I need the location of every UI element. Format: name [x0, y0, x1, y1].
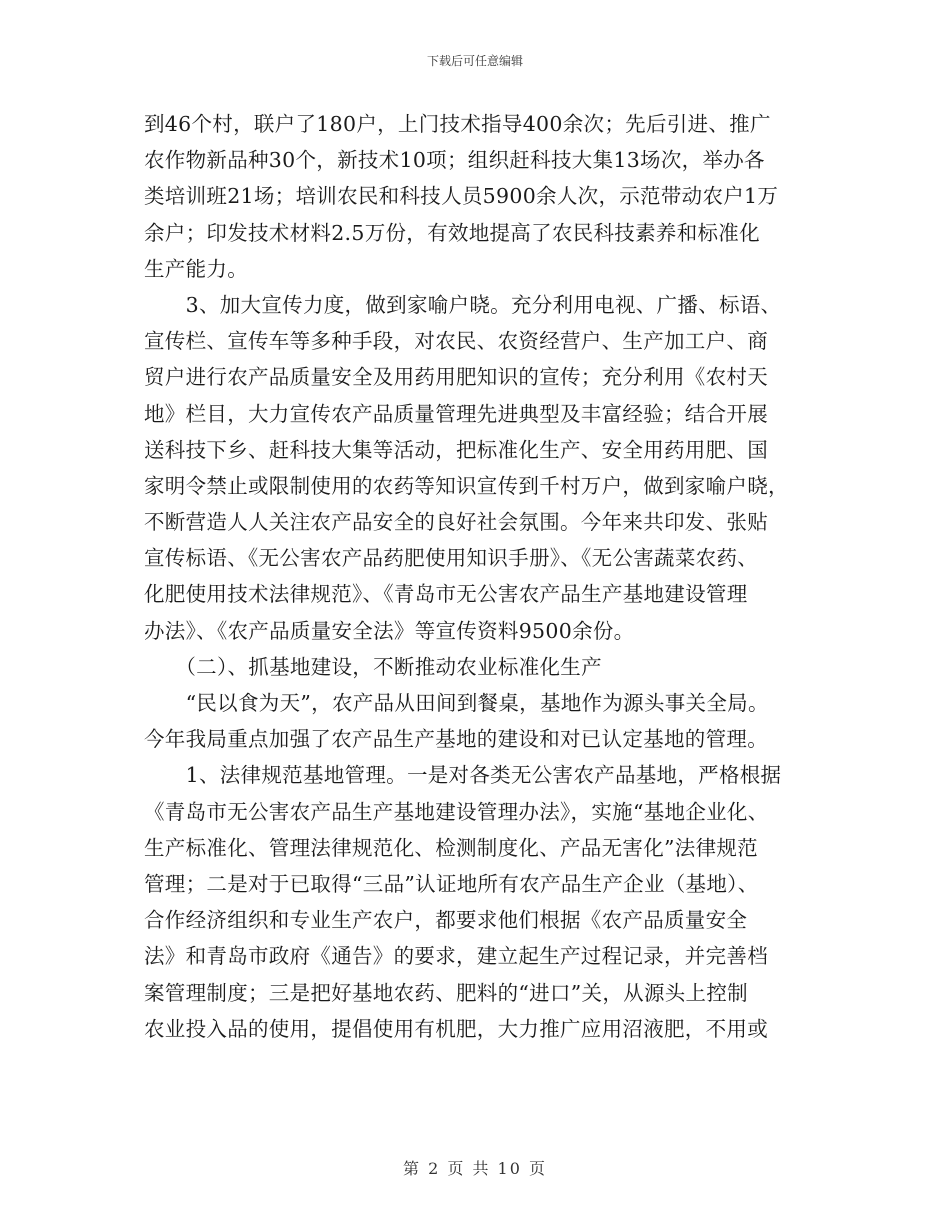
text-line: 管理；二是对于已取得“三品”认证地所有农产品生产企业（基地）、 — [144, 871, 759, 896]
text-line: 生产能力。 — [144, 256, 248, 281]
page-number: 第 2 页 共 10 页 — [403, 1159, 547, 1178]
text-line: 3、加大宣传力度，做到家喻户晓。充分利用电视、广播、标语、 — [144, 292, 782, 317]
text-line: 到46个村，联户了180户，上门技术指导400余次；先后引进、推广 — [144, 112, 771, 136]
text-line: 送科技下乡、赶科技大集等活动，把标准化生产、安全用药用肥、国 — [144, 437, 768, 462]
section-heading: （二）、抓基地建设，不断推动农业标准化生产 — [144, 654, 602, 679]
text-line: 不断营造人人关注农产品安全的良好社会氛围。今年来共印发、张贴 — [144, 510, 768, 535]
text-line: 余户；印发技术材料2.5万份，有效地提高了农民科技素养和标准化 — [144, 220, 760, 245]
text-line: 办法》、《农产品质量安全法》等宣传资料9500余份。 — [144, 618, 635, 643]
text-line: 法》和青岛市政府《通告》的要求，建立起生产过程记录，并完善档 — [144, 944, 768, 969]
text-line: 宣传栏、宣传车等多种手段，对农民、农资经营户、生产加工户、商 — [144, 329, 768, 354]
text-line: 合作经济组织和专业生产农户，都要求他们根据《农产品质量安全 — [144, 908, 748, 933]
text-line: 农业投入品的使用，提倡使用有机肥，大力推广应用沼液肥，不用或 — [144, 1016, 768, 1041]
text-line: 《青岛市无公害农产品生产基地建设管理办法》，实施“基地企业化、 — [144, 799, 769, 824]
document-body — [144, 106, 809, 1047]
page-header: 下载后可任意编辑 — [426, 54, 523, 68]
text-line: 1、法律规范基地管理。一是对各类无公害农产品基地，严格根据 — [144, 763, 782, 788]
text-line: 地》栏目，大力宣传农产品质量管理先进典型及丰富经验；结合开展 — [144, 401, 768, 426]
text-line: 贸户进行农产品质量安全及用药用肥知识的宣传；充分利用《农村天 — [144, 365, 768, 390]
text-line: 农作物新品种30个，新技术10项；组织赶科技大集13场次，举办各 — [144, 148, 765, 173]
text-line: 生产标准化、管理法律规范化、检测制度化、产品无害化”法律规范 — [144, 835, 758, 860]
text-line: 类培训班21场；培训农民和科技人员5900余人次，示范带动农户1万 — [144, 184, 779, 209]
text-line: 今年我局重点加强了农产品生产基地的建设和对已认定基地的管理。 — [144, 727, 768, 752]
text-line: 宣传标语、《无公害农产品药肥使用知识手册》、《无公害蔬菜农药、 — [144, 546, 759, 571]
text-line: 案管理制度；三是把好基地农药、肥料的“进口”关，从源头上控制 — [144, 980, 748, 1005]
text-line: 家明令禁止或限制使用的农药等知识宣传到千村万户，做到家喻户晓， — [144, 473, 789, 498]
text-line: “民以食为天”，农产品从田间到餐桌，基地作为源头事关全局。 — [144, 691, 769, 715]
text-line: 化肥使用技术法律规范》、《青岛市无公害农产品生产基地建设管理 — [144, 582, 748, 607]
